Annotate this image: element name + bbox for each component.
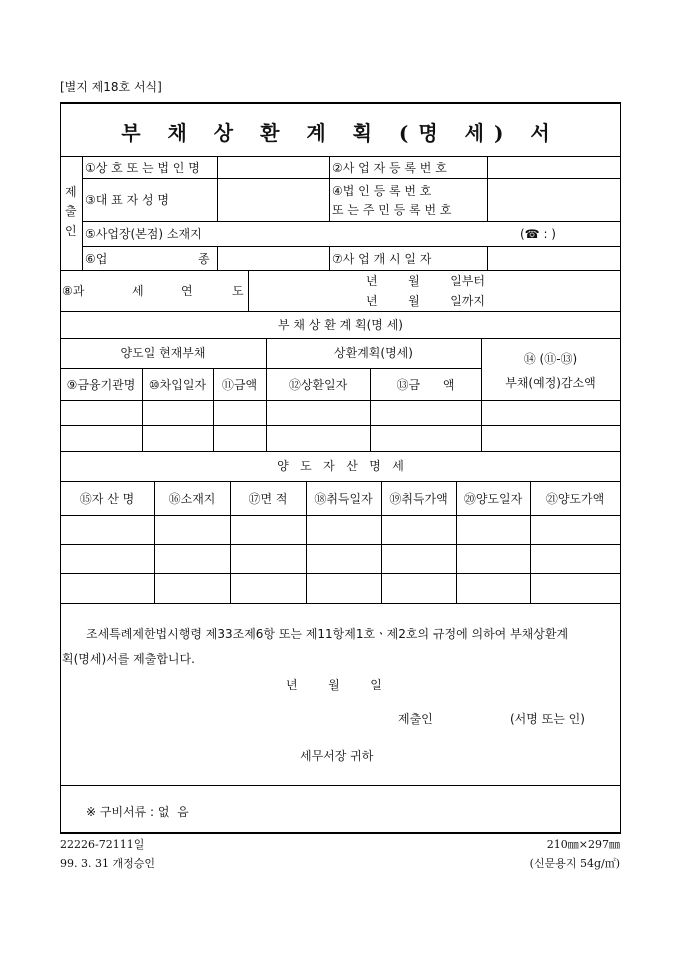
- attachments-note: ※ 구비서류 : 없 음: [86, 805, 189, 819]
- signature-label: (서명 또는 인): [510, 712, 585, 726]
- tax-year-label-a: ⑧과: [62, 284, 85, 298]
- col-transfer-price: ㉑양도가액: [545, 492, 605, 506]
- business-reg-number-label: ②사 업 자 등 록 번 호: [332, 161, 447, 175]
- corp-reg-number-label: ④법 인 등 록 번 호: [332, 184, 432, 198]
- col-borrow-date: ⑩차입일자: [148, 378, 207, 392]
- paper-size: 210㎜×297㎜: [546, 838, 620, 851]
- business-type-label-a: ⑥업: [85, 252, 108, 266]
- form-label: [별지 제18호 서식]: [60, 80, 162, 94]
- declaration-date: 년 월 일: [286, 678, 382, 692]
- declaration-text-2: 획(명세)서를 제출합니다.: [62, 652, 195, 666]
- asset-section-title: 양 도 자 산 명 세: [277, 459, 404, 473]
- col-repay-amount: ⑬금 액: [396, 378, 455, 392]
- reduction-label: 부채(예정)감소액: [505, 376, 596, 390]
- col-amount: ⑪금액: [221, 378, 258, 392]
- tax-year-label-d: 도: [232, 284, 244, 298]
- resident-reg-number-label: 또 는 주 민 등 록 번 호: [332, 203, 452, 217]
- col-asset-area: ⑰면 적: [248, 492, 288, 506]
- page-title: 부 채 상 환 계 획 (명 세) 서: [121, 121, 560, 145]
- tax-year-label-c: 연: [181, 284, 193, 298]
- business-location-label: ⑤사업장(본점) 소재지: [85, 227, 202, 241]
- col-transfer-date: ⑳양도일자: [463, 492, 523, 506]
- approval-date: 99. 3. 31 개정승인: [60, 857, 155, 870]
- col-acquisition-price: ⑲취득가액: [389, 492, 448, 506]
- debt-section-title: 부 채 상 환 계 획(명 세): [278, 318, 403, 332]
- recipient-label: 세무서장 귀하: [300, 749, 374, 763]
- company-name-label: ①상 호 또 는 법 인 명: [85, 161, 200, 175]
- declaration-text-1: 조세특례제한법시행령 제33조제6항 또는 제11항제1호ㆍ제2호의 규정에 의하여 부채상환계: [86, 627, 569, 641]
- col-acquisition-date: ⑱취득일자: [314, 492, 373, 506]
- debt-group-transfer: 양도일 현재부채: [120, 346, 206, 360]
- form-code: 22226-72111일: [60, 838, 145, 851]
- submitter-label: 제출인: [398, 712, 433, 726]
- business-start-date-label: ⑦사 업 개 시 일 자: [332, 252, 432, 266]
- phone-field: (☎ : ): [520, 227, 556, 241]
- applicant-label-2: 출: [65, 204, 77, 218]
- applicant-label-3: 인: [65, 224, 77, 238]
- col-repay-date: ⑫상환일자: [288, 378, 348, 392]
- representative-name-label: ③대 표 자 성 명: [85, 193, 169, 207]
- col-financial-institution: ⑨금융기관명: [66, 378, 136, 392]
- col-asset-location: ⑯소재지: [168, 492, 216, 506]
- applicant-label-1: 제: [65, 185, 77, 199]
- debt-group-plan: 상환계획(명세): [334, 346, 413, 360]
- paper-type: (신문용지 54g/㎡): [529, 857, 620, 870]
- reduction-formula: ⑭ (⑪-⑬): [523, 352, 578, 366]
- col-asset-name: ⑮자 산 명: [79, 492, 135, 506]
- tax-year-to: 년 월 일까지: [366, 294, 485, 308]
- tax-year-label-b: 세: [132, 284, 144, 298]
- business-type-label-b: 종: [198, 252, 210, 266]
- tax-year-from: 년 월 일부터: [366, 274, 485, 288]
